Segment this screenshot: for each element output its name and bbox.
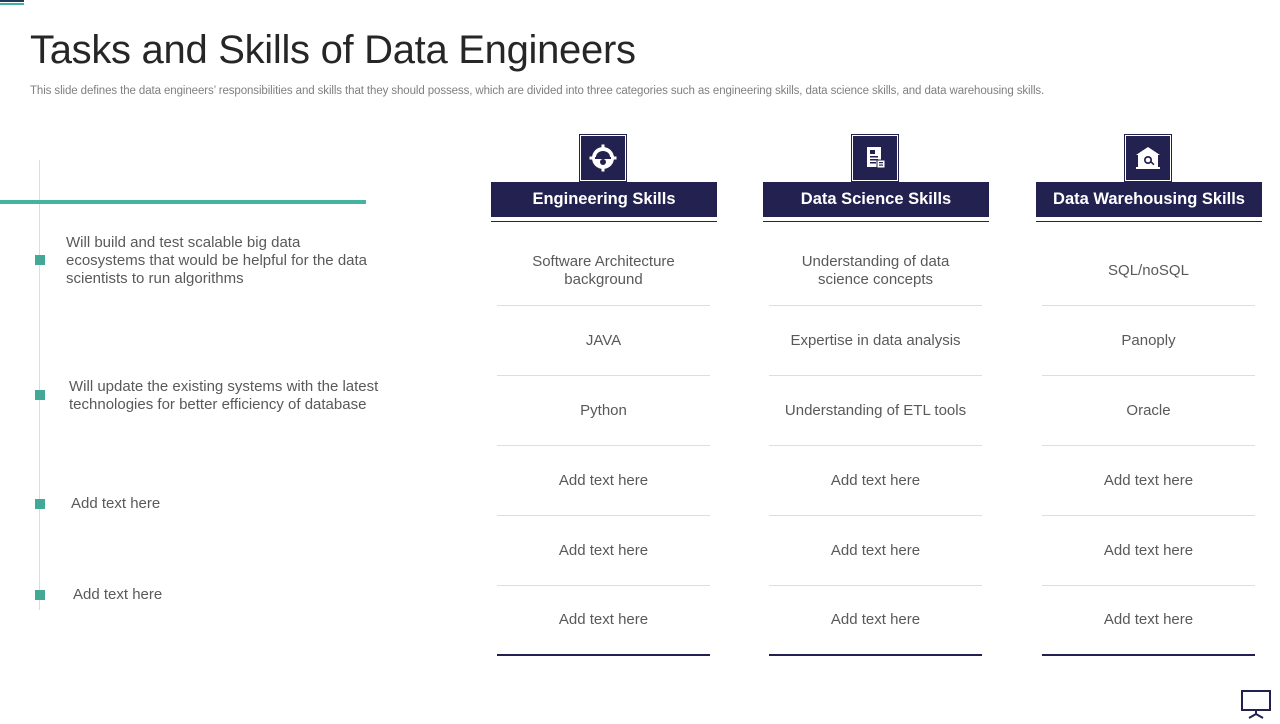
skill-item: Add text here: [769, 516, 982, 586]
bullet-marker: [35, 255, 45, 265]
task-text: Add text here: [71, 495, 161, 512]
skill-item: Add text here: [1042, 446, 1255, 516]
skill-item: Add text here: [497, 516, 710, 586]
engineering-skills-column: [491, 135, 717, 665]
skill-item: SQL/noSQL: [1042, 236, 1255, 306]
skill-item: Add text here: [497, 446, 710, 516]
skill-item: Add text here: [769, 586, 982, 656]
page-title: Tasks and Skills of Data Engineers: [30, 28, 636, 72]
skill-item: Expertise in data analysis: [769, 306, 982, 376]
skill-item: Oracle: [1042, 376, 1255, 446]
skill-item: Add text here: [1042, 586, 1255, 656]
bullet-marker: [35, 499, 45, 509]
header-divider: [491, 221, 717, 222]
column-header: Data Science Skills: [763, 182, 989, 217]
skill-item: Panoply: [1042, 306, 1255, 376]
skill-item: Understanding of data science concepts: [769, 236, 982, 306]
column-header: Data Warehousing Skills: [1036, 182, 1262, 217]
column-header: Engineering Skills: [491, 182, 717, 217]
bullet-marker: [35, 390, 45, 400]
task-text: Will build and test scalable big data ecosystems that would be helpful for the data scientists to run algorithms: [66, 234, 368, 287]
engineer-helmet-gear-icon: [580, 135, 626, 181]
corner-accent: [0, 0, 24, 5]
timeline-line: [39, 160, 40, 610]
skill-item: Understanding of ETL tools: [769, 376, 982, 446]
presentation-monitor-icon[interactable]: [1240, 689, 1272, 719]
header-divider: [763, 221, 989, 222]
task-text: Will update the existing systems with the latest technologies for better efficiency of database: [69, 378, 379, 413]
skill-item: Add text here: [769, 446, 982, 516]
task-text: Add text here: [73, 586, 163, 603]
skill-list: [769, 236, 982, 656]
skill-item: Python: [497, 376, 710, 446]
warehouse-search-icon: [1125, 135, 1171, 181]
data-science-skills-column: [763, 135, 989, 665]
bullet-marker: [35, 590, 45, 600]
data-warehousing-skills-column: [1036, 135, 1262, 665]
skill-item: Add text here: [1042, 516, 1255, 586]
skill-item: Software Architecture background: [497, 236, 710, 306]
accent-bar: [0, 200, 366, 204]
skill-list: [1042, 236, 1255, 656]
data-document-icon: [852, 135, 898, 181]
page-subtitle: This slide defines the data engineers’ responsibilities and skills that they should possess, which are divided into three categories such as engineering skills, data science skills, and data warehousing skills.: [30, 85, 1045, 97]
header-divider: [1036, 221, 1262, 222]
skill-item: Add text here: [497, 586, 710, 656]
skill-list: [497, 236, 710, 656]
skill-item: JAVA: [497, 306, 710, 376]
